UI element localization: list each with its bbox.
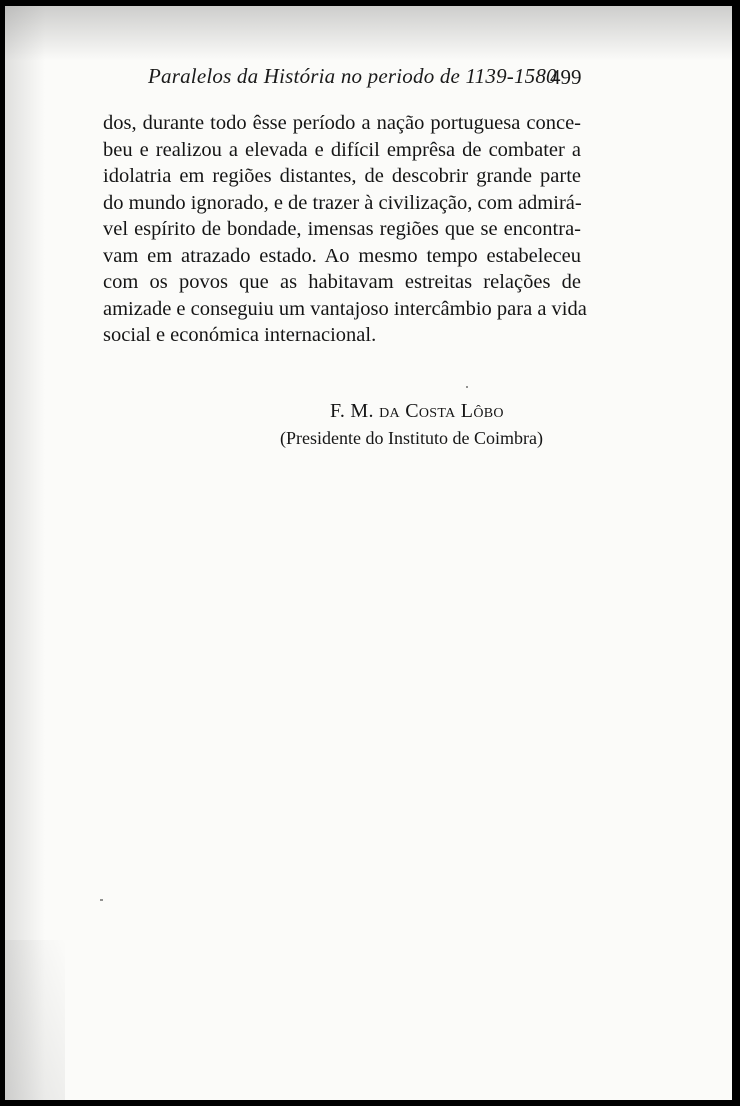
text-line: vel espírito de bondade, imensas regiões que se encontra- bbox=[103, 218, 581, 240]
text-line: amizade e conseguiu um vantajoso intercâmbio para a vida bbox=[103, 297, 587, 320]
author-name: F. M. da Costa Lôbo bbox=[330, 400, 504, 422]
text-line: vam em atrazado estado. Ao mesmo tempo estabeleceu bbox=[103, 244, 581, 267]
page-number: 499 bbox=[550, 65, 582, 89]
book-page bbox=[5, 6, 732, 1100]
text-line: dos, durante todo êsse período a nação portuguesa conce- bbox=[103, 112, 581, 134]
text-line: beu e realizou a elevada e difícil emprêsa de combater a bbox=[103, 138, 581, 161]
text-line: idolatria em regiões distantes, de descobrir grande parte bbox=[103, 165, 581, 187]
scan-speck bbox=[466, 386, 468, 388]
running-head bbox=[5, 64, 732, 94]
scan-shadow-left bbox=[5, 6, 45, 1100]
text-line: do mundo ignorado, e de trazer à civilização, com admirá- bbox=[103, 191, 582, 214]
text-line: com os povos que as habitavam estreitas relações de bbox=[103, 271, 581, 293]
text-line: social e económica internacional. bbox=[103, 324, 377, 346]
scan-shadow-top bbox=[5, 6, 732, 61]
body-paragraph bbox=[103, 110, 587, 349]
scan-shadow-corner bbox=[5, 940, 65, 1100]
author-affiliation: (Presidente do Instituto de Coimbra) bbox=[280, 428, 543, 448]
scan-speck bbox=[100, 899, 103, 901]
running-title: Paralelos da História no periodo de 1139-1580 bbox=[148, 64, 557, 88]
